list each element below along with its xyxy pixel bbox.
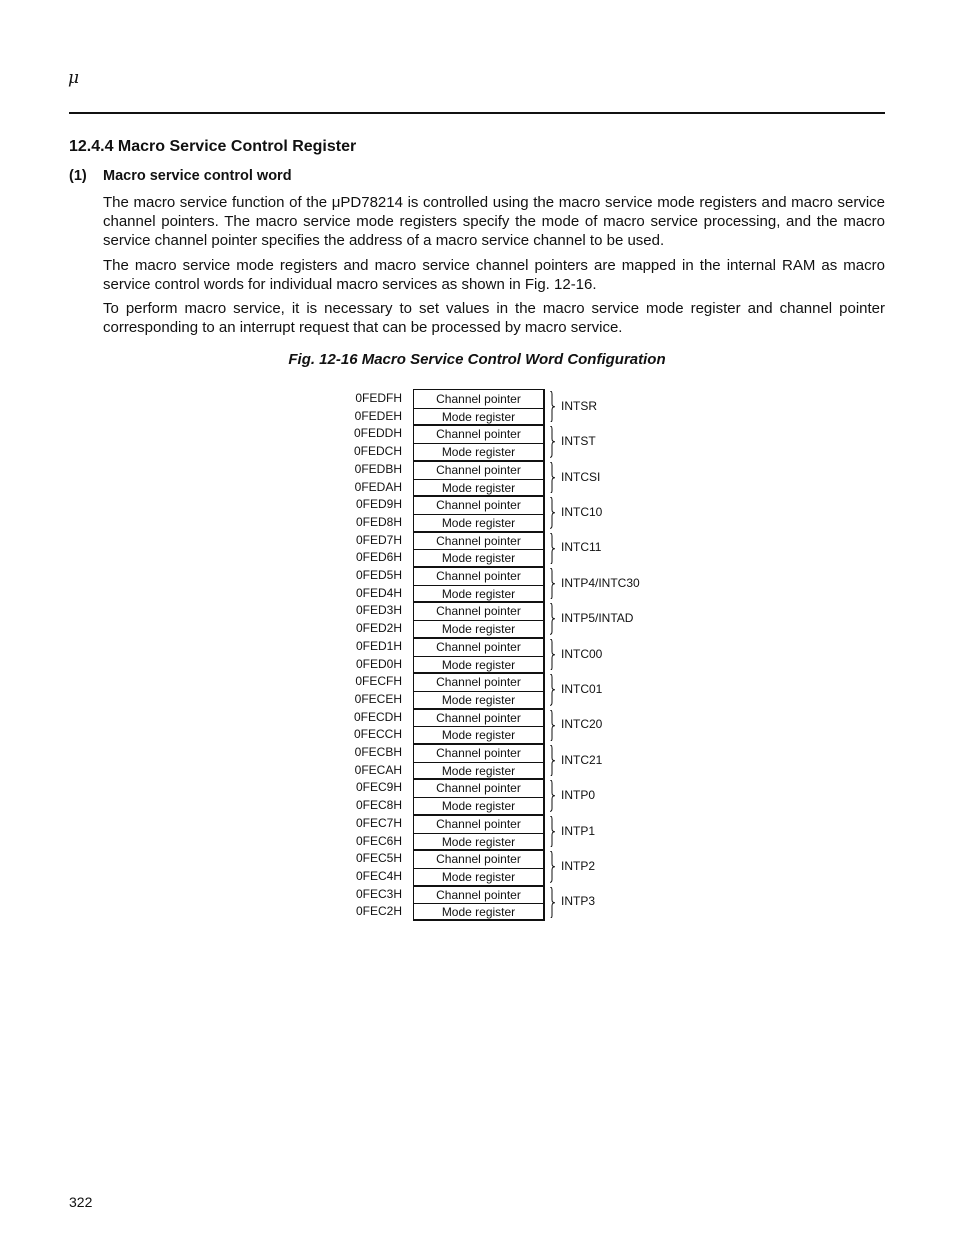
figure-title-text: Fig. 12-16 Macro Service Control Word Configuration xyxy=(288,351,666,368)
address-label: 0FEDEH xyxy=(354,408,402,423)
interrupt-source-label: INTCSI xyxy=(561,469,601,484)
group-divider xyxy=(414,708,543,710)
brace-icon xyxy=(549,462,557,493)
address-label: 0FED2H xyxy=(355,621,402,636)
interrupt-source-label: INTP5/INTAD xyxy=(561,611,634,626)
brace-icon xyxy=(549,780,557,811)
row-divider xyxy=(414,691,543,692)
group-divider xyxy=(414,743,543,745)
brace-icon xyxy=(549,533,557,564)
subsection-title: Macro service control word xyxy=(103,168,292,184)
paragraph-1: The macro service function of the μPD78214 is controlled using the macro service mode registers and macro service channel pointers. The macro service mode registers specify the mode of macro service processing, and the macro service channel pointer specifies the address of a macro service channel to be used. xyxy=(103,194,885,249)
channel-pointer-cell: Channel pointer xyxy=(436,852,521,867)
group-divider xyxy=(414,460,543,462)
row-divider xyxy=(414,762,543,763)
mode-register-cell: Mode register xyxy=(441,515,516,530)
interrupt-source-label: INTC20 xyxy=(561,717,603,732)
interrupt-source-label: INTP4/INTC30 xyxy=(561,575,640,590)
paragraph-3: To perform macro service, it is necessary to set values in the macro service mode register and channel pointer corresponding to an interrupt request that can be processed by macro service. xyxy=(103,300,885,336)
address-label: 0FEDBH xyxy=(354,461,402,476)
group-divider xyxy=(414,424,543,426)
mode-register-cell: Mode register xyxy=(441,409,516,424)
interrupt-source-label: INTP1 xyxy=(561,823,596,838)
paragraph-2: The macro service mode registers and macro service channel pointers are mapped in the internal RAM as macro service control words for individual macro services as shown in Fig. 12-16. xyxy=(103,257,885,293)
address-label: 0FED9H xyxy=(355,497,402,512)
interrupt-source-label: INTST xyxy=(561,434,596,449)
group-divider xyxy=(414,849,543,851)
row-divider xyxy=(414,408,543,409)
channel-pointer-cell: Channel pointer xyxy=(436,392,521,406)
channel-pointer-cell: Channel pointer xyxy=(436,781,521,796)
group-divider xyxy=(414,566,543,568)
channel-pointer-cell: Channel pointer xyxy=(436,604,521,619)
channel-pointer-cell: Channel pointer xyxy=(436,816,521,831)
address-label: 0FEC8H xyxy=(355,798,402,813)
address-label: 0FEC2H xyxy=(355,904,402,919)
channel-pointer-cell: Channel pointer xyxy=(436,427,521,442)
row-divider xyxy=(414,443,543,444)
address-label: 0FED4H xyxy=(355,585,402,600)
address-label: 0FEC6H xyxy=(355,833,402,848)
address-label: 0FECAH xyxy=(354,762,402,777)
brace-icon xyxy=(549,674,557,705)
register-table xyxy=(413,389,545,921)
mode-register-cell: Mode register xyxy=(441,869,516,884)
group-divider xyxy=(414,814,543,816)
mode-register-cell: Mode register xyxy=(441,692,516,707)
brace-icon xyxy=(549,426,557,457)
channel-pointer-cell: Channel pointer xyxy=(436,462,521,477)
address-label: 0FEC3H xyxy=(355,886,402,901)
group-divider xyxy=(414,885,543,887)
mode-register-cell: Mode register xyxy=(441,551,516,566)
address-label: 0FED0H xyxy=(355,656,402,671)
channel-pointer-cell: Channel pointer xyxy=(436,746,521,760)
address-label: 0FED5H xyxy=(355,568,402,582)
channel-pointer-cell: Channel pointer xyxy=(436,675,521,690)
row-divider xyxy=(414,833,543,834)
address-label: 0FECFH xyxy=(355,674,402,689)
brace-icon xyxy=(549,568,557,599)
brace-icon xyxy=(549,887,557,918)
address-label: 0FEDAH xyxy=(354,479,402,494)
brace-icon xyxy=(549,851,557,882)
row-divider xyxy=(414,656,543,657)
row-divider xyxy=(414,620,543,621)
address-label: 0FED7H xyxy=(355,532,402,547)
channel-pointer-cell: Channel pointer xyxy=(436,887,521,902)
address-label: 0FED8H xyxy=(355,514,402,529)
section-heading: 12.4.4 Macro Service Control Register xyxy=(69,138,357,155)
address-label: 0FED3H xyxy=(355,603,402,618)
interrupt-source-label: INTC10 xyxy=(561,504,603,519)
interrupt-source-label: INTP0 xyxy=(561,788,596,803)
interrupt-source-label: INTC21 xyxy=(561,752,603,767)
group-divider xyxy=(414,601,543,603)
channel-pointer-cell: Channel pointer xyxy=(436,569,521,583)
interrupt-source-label: INTC11 xyxy=(561,540,602,555)
brace-icon xyxy=(549,639,557,670)
address-label: 0FEC7H xyxy=(355,815,402,830)
mode-register-cell: Mode register xyxy=(441,799,516,814)
mode-register-cell: Mode register xyxy=(441,480,516,495)
interrupt-source-label: INTP3 xyxy=(561,894,596,909)
brace-icon xyxy=(549,391,557,422)
address-label: 0FECBH xyxy=(354,745,402,759)
brace-icon xyxy=(549,710,557,741)
address-label: 0FECCH xyxy=(353,727,402,742)
interrupt-source-label: INTC01 xyxy=(561,681,603,696)
row-divider xyxy=(414,479,543,480)
interrupt-source-label: INTP2 xyxy=(561,858,596,873)
address-label: 0FEC5H xyxy=(355,851,402,866)
brace-icon xyxy=(549,816,557,847)
address-label: 0FED1H xyxy=(355,638,402,653)
row-divider xyxy=(414,868,543,869)
row-divider xyxy=(414,514,543,515)
address-label: 0FED6H xyxy=(355,550,402,565)
row-divider xyxy=(414,726,543,727)
group-divider xyxy=(414,778,543,780)
address-label: 0FEC9H xyxy=(355,780,402,795)
mode-register-cell: Mode register xyxy=(441,657,516,672)
address-label: 0FECDH xyxy=(353,709,402,724)
mode-register-cell: Mode register xyxy=(441,763,516,778)
row-divider xyxy=(414,549,543,550)
channel-pointer-cell: Channel pointer xyxy=(436,533,521,548)
group-divider xyxy=(414,637,543,639)
address-label: 0FEDCH xyxy=(353,444,402,459)
address-label: 0FEDDH xyxy=(353,426,402,441)
channel-pointer-cell: Channel pointer xyxy=(436,639,521,654)
mode-register-cell: Mode register xyxy=(441,445,516,460)
page-number: 322 xyxy=(69,1194,93,1210)
interrupt-source-label: INTSR xyxy=(561,398,597,413)
group-divider xyxy=(414,531,543,533)
brace-icon xyxy=(549,745,557,776)
mu-symbol: μ xyxy=(68,68,80,88)
row-divider xyxy=(414,797,543,798)
group-divider xyxy=(414,672,543,674)
subsection-number: (1) xyxy=(69,168,87,184)
interrupt-source-label: INTC00 xyxy=(561,646,603,661)
mode-register-cell: Mode register xyxy=(441,622,516,637)
channel-pointer-cell: Channel pointer xyxy=(436,710,521,725)
mode-register-cell: Mode register xyxy=(441,834,516,849)
group-divider xyxy=(414,495,543,497)
address-label: 0FEC4H xyxy=(355,868,402,883)
mode-register-cell: Mode register xyxy=(441,728,516,743)
brace-icon xyxy=(549,603,557,634)
row-divider xyxy=(414,585,543,586)
row-divider xyxy=(414,903,543,904)
brace-icon xyxy=(549,497,557,528)
address-label: 0FEDFH xyxy=(355,391,402,405)
channel-pointer-cell: Channel pointer xyxy=(436,498,521,513)
mode-register-cell: Mode register xyxy=(441,586,516,601)
mode-register-cell: Mode register xyxy=(441,905,516,920)
address-label: 0FECEH xyxy=(354,691,402,706)
